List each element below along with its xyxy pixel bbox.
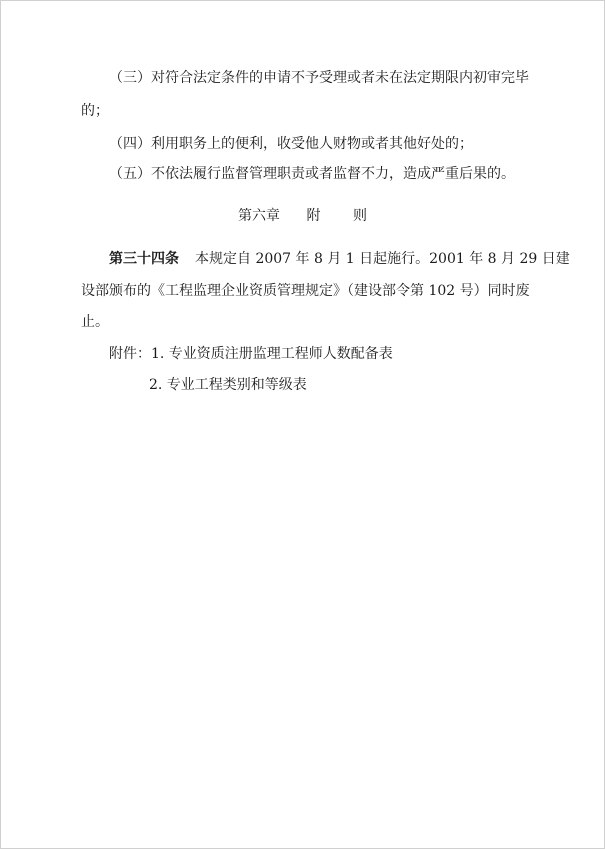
attachment-line-1 bbox=[109, 345, 393, 363]
item-3-line-2: 的； bbox=[81, 103, 109, 119]
item-5: （五）不依法履行监督管理职责或者监督不力，造成严重后果的。 bbox=[109, 166, 515, 182]
article-34-line-2: 设部颁布的《工程监理企业资质管理规定》（建设部令第 102 号）同时废 bbox=[81, 283, 530, 299]
item-4: （四）利用职务上的便利，收受他人财物或者其他好处的； bbox=[109, 136, 473, 152]
chapter-heading bbox=[1, 207, 604, 225]
chapter-label: 第六章 bbox=[238, 208, 281, 224]
article-34-line-3: 止。 bbox=[81, 314, 109, 330]
chapter-word-1: 附 bbox=[306, 208, 321, 224]
attachment-label: 附件： bbox=[109, 346, 151, 362]
article-34-line-1-text: 本规定自 2007 年 8 月 1 日起施行。2001 年 8 月 29 日建 bbox=[195, 251, 570, 267]
item-3-line-1: （三）对符合法定条件的申请不予受理或者未在法定期限内初审完毕 bbox=[109, 70, 529, 86]
article-34-label: 第三十四条 bbox=[109, 251, 179, 267]
attachment-item-1: 1. 专业资质注册监理工程师人数配备表 bbox=[151, 346, 393, 362]
chapter-word-2: 则 bbox=[352, 208, 367, 224]
attachment-item-2: 2. 专业工程类别和等级表 bbox=[149, 377, 307, 393]
article-34-line-1 bbox=[109, 250, 570, 268]
